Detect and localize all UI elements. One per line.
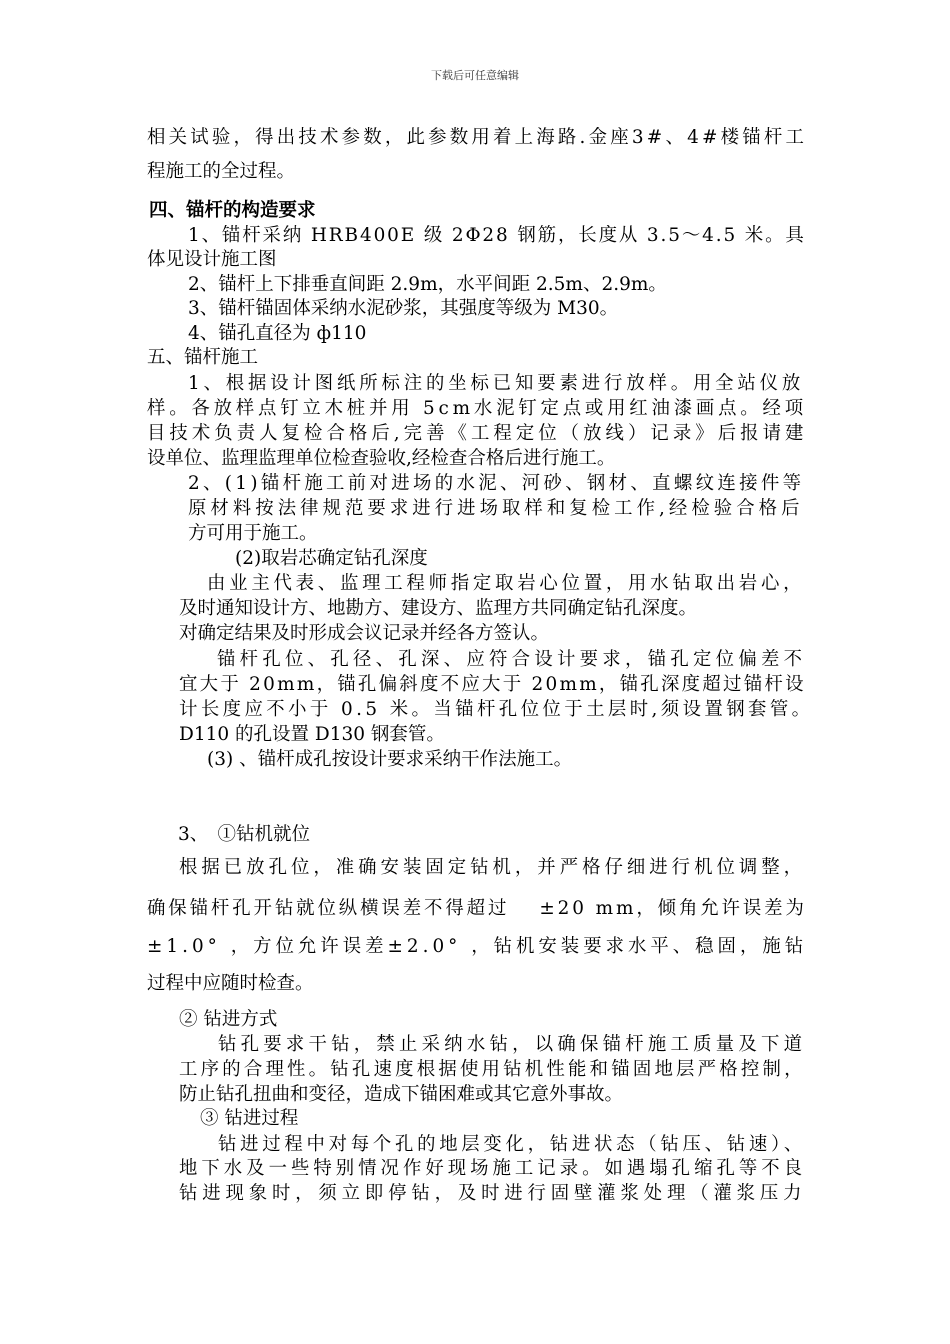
text-line: 钻进现象时，须立即停钻，及时进行固壁灌浆处理（灌浆压力 bbox=[179, 1183, 807, 1204]
text-line: 1、根据设计图纸所标注的坐标已知要素进行放样。用全站仪放 bbox=[188, 373, 805, 394]
text-line: 4、锚孔直径为 ф110 bbox=[188, 323, 367, 344]
text-line: 及时通知设计方、地勘方、建设方、监理方共同确定钻孔深度。 bbox=[179, 598, 698, 619]
text-line: 根据已放孔位，准确安装固定钻机，并严格仔细进行机位调整， bbox=[179, 857, 807, 878]
text-line: 钻孔要求干钻，禁止采纳水钻，以确保锚杆施工质量及下道 bbox=[218, 1034, 807, 1055]
page-header: 下载后可任意编辑 bbox=[431, 69, 519, 82]
text-line: 工序的合理性。钻孔速度根据使用钻机性能和锚固地层严格控制， bbox=[179, 1059, 806, 1080]
section-heading: 五、锚杆施工 bbox=[147, 347, 259, 368]
text-line: 体见设计施工图 bbox=[147, 249, 277, 270]
text-line: 样。各放样点钉立木桩并用 5cm水泥钉定点或用红油漆画点。经项 bbox=[147, 398, 807, 419]
text-line: (2)取岩芯确定钻孔深度 bbox=[235, 548, 428, 569]
text-line: ±1.0° ，方位允许误差±2.0° ，钻机安装要求水平、稳固，施钻 bbox=[147, 936, 808, 957]
text-line: 2、锚杆上下排垂直间距 2.9m，水平间距 2.5m、2.9m。 bbox=[188, 274, 667, 295]
text-line: 确保锚杆孔开钻就位纵横误差不得超过 ±20 mm，倾角允许误差为 bbox=[147, 898, 807, 919]
text-line: 宜大于 20mm，锚孔偏斜度不应大于 20mm，锚孔深度超过锚杆设 bbox=[179, 674, 806, 695]
text-line: 过程中应随时检查。 bbox=[147, 973, 314, 994]
text-line: 1、锚杆采纳 HRB400E 级 2Φ28 钢筋，长度从 3.5～4.5 米。具 bbox=[188, 225, 806, 246]
text-line: 地下水及一些特别情况作好现场施工记录。如遇塌孔缩孔等不良 bbox=[179, 1158, 807, 1179]
text-line: 3、锚杆锚固体采纳水泥砂浆，其强度等级为 M30。 bbox=[188, 298, 619, 319]
text-line: 计长度应不小于 0.5 米。当锚杆孔位位于土层时,须设置钢套管。 bbox=[179, 699, 814, 720]
text-line: 对确定结果及时形成会议记录并经各方签认。 bbox=[179, 623, 550, 644]
text-line: 锚杆孔位、孔径、孔深、应符合设计要求，锚孔定位偏差不 bbox=[217, 649, 807, 670]
text-line: ③ 钻进过程 bbox=[200, 1108, 299, 1129]
text-line: 目技术负责人复检合格后,完善《工程定位（放线）记录》后报请建 bbox=[147, 423, 808, 444]
text-line: 3、 ①钻机就位 bbox=[178, 824, 311, 845]
text-line: 由业主代表、监理工程师指定取岩心位置，用水钻取出岩心， bbox=[207, 573, 806, 594]
text-line: 相关试验，得出技术参数，此参数用着上海路.金座3#、4#楼锚杆工 bbox=[147, 127, 808, 148]
text-line: 方可用于施工。 bbox=[188, 523, 318, 544]
text-line: 2、(1)锚杆施工前对进场的水泥、河砂、钢材、直螺纹连接件等 bbox=[188, 473, 805, 494]
text-line: (3) 、锚杆成孔按设计要求采纳干作法施工。 bbox=[207, 749, 573, 770]
text-line: 程施工的全过程。 bbox=[147, 161, 296, 182]
section-heading: 四、锚杆的构造要求 bbox=[149, 200, 316, 221]
text-line: 设单位、监理监理单位检查验收,经检查合格后进行施工。 bbox=[147, 448, 616, 469]
text-line: 钻进过程中对每个孔的地层变化，钻进状态（钻压、钻速）、 bbox=[218, 1134, 807, 1155]
text-line: D110 的孔设置 D130 钢套管。 bbox=[179, 724, 445, 745]
text-line: ② 钻进方式 bbox=[179, 1009, 278, 1030]
text-line: 防止钻孔扭曲和变径，造成下锚困难或其它意外事故。 bbox=[179, 1084, 624, 1105]
text-line: 原材料按法律规范要求进行进场取样和复检工作,经检验合格后 bbox=[188, 498, 804, 519]
